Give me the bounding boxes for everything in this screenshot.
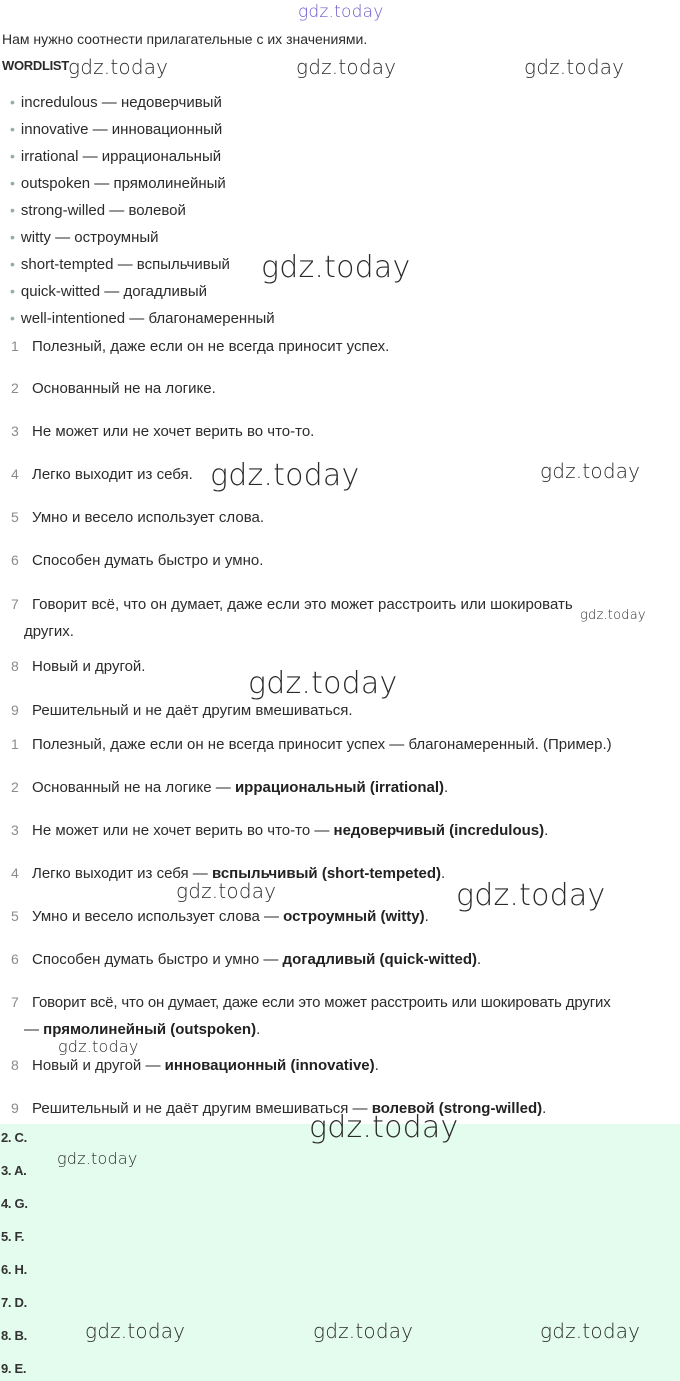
watermark: gdz.today (524, 55, 625, 79)
watermark: gdz.today (456, 878, 606, 913)
answer-item: 9. E. (1, 1361, 27, 1376)
bullet-icon: • (10, 175, 15, 191)
watermark: gdz.today (57, 1149, 138, 1168)
answer-item: 6. H. (1, 1262, 27, 1277)
bullet-icon: • (10, 121, 15, 137)
watermark: gdz.today (68, 55, 169, 79)
list-item: • innovative — инновационный (10, 121, 223, 138)
list-item: • well-intentioned — благонамеренный (10, 310, 275, 327)
list-item: • witty — остроумный (10, 229, 159, 246)
list-item: • quick-witted — догадливый (10, 283, 208, 300)
watermark: gdz.today (540, 459, 641, 483)
watermark: gdz.today (296, 55, 397, 79)
watermark: gdz.today (248, 666, 398, 701)
watermark: gdz.today (176, 879, 277, 903)
list-item: • outspoken — прямолинейный (10, 175, 226, 192)
intro-text: Нам нужно соотнести прилагательные с их значениями. (2, 31, 368, 47)
watermark: gdz.today (580, 608, 646, 623)
bullet-icon: • (10, 148, 15, 164)
bullet-icon: • (10, 94, 15, 110)
watermark: gdz.today (261, 250, 411, 285)
wordlist-title: WORDLIST (2, 58, 69, 73)
bullet-icon: • (10, 256, 15, 272)
bullet-icon: • (10, 310, 15, 326)
watermark: gdz.today (58, 1037, 139, 1056)
watermark: gdz.today (309, 1110, 459, 1145)
answer-item: 5. F. (1, 1229, 25, 1244)
list-item: • short-tempted — вспыльчивый (10, 256, 230, 273)
answer-item: 7. D. (1, 1295, 27, 1310)
wordlist (10, 89, 275, 332)
list-item: • strong-willed — волевой (10, 202, 186, 219)
bullet-icon: • (10, 283, 15, 299)
answer-item: 8. B. (1, 1328, 27, 1343)
watermark: gdz.today (313, 1319, 414, 1343)
answer-item: 2. C. (1, 1130, 27, 1145)
watermark: gdz.today (298, 2, 384, 22)
watermark: gdz.today (210, 458, 360, 493)
answer-item: 4. G. (1, 1196, 28, 1211)
bullet-icon: • (10, 202, 15, 218)
list-item: • irrational — иррациональный (10, 148, 222, 165)
answer-item: 3. A. (1, 1163, 27, 1178)
watermark: gdz.today (540, 1319, 641, 1343)
bullet-icon: • (10, 229, 15, 245)
watermark: gdz.today (85, 1319, 186, 1343)
list-item: • incredulous — недоверчивый (10, 94, 222, 111)
